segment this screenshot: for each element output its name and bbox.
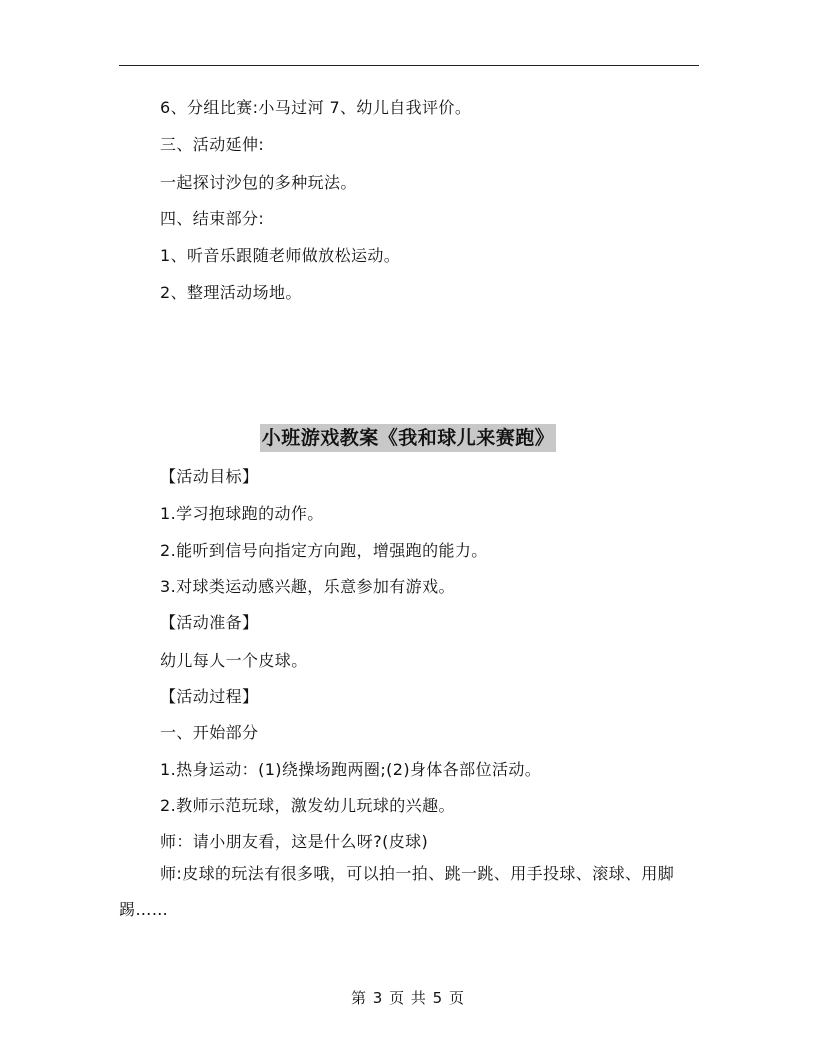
text-line-objective-2: 2.能听到信号向指定方向跑，增强跑的能力。 (160, 541, 488, 560)
text-line-teacher-demo: 2.教师示范玩球，激发幼儿玩球的兴趣。 (160, 796, 455, 815)
header-rule (119, 65, 699, 66)
section-title-wrap (0, 424, 816, 452)
text-line-tidy-venue: 2、整理活动场地。 (160, 283, 302, 302)
text-line-teacher-question: 师：请小朋友看，这是什么呀?(皮球) (160, 832, 429, 851)
paragraph-ball-play-text: 师:皮球的玩法有很多哦，可以拍一拍、跳一跳、用手投球、滚球、用脚踢…… (119, 864, 675, 919)
text-line-objective-3: 3.对球类运动感兴趣，乐意参加有游戏。 (160, 577, 455, 596)
text-line-objective-1: 1.学习抱球跑的动作。 (160, 504, 324, 523)
text-line-ending-part: 四、结束部分: (160, 209, 265, 228)
text-line-preparation-item: 幼儿每人一个皮球。 (160, 651, 308, 670)
text-line-activity-extension: 三、活动延伸: (160, 135, 265, 154)
section-title: 小班游戏教案《我和球儿来赛跑》 (260, 424, 557, 452)
text-line-warmup: 1.热身运动：(1)绕操场跑两圈;(2)身体各部位活动。 (160, 760, 542, 779)
text-line-relax-exercise: 1、听音乐跟随老师做放松运动。 (160, 246, 401, 265)
paragraph-ball-play (119, 856, 699, 928)
text-line-sandbag-discussion: 一起探讨沙包的多种玩法。 (160, 173, 357, 192)
text-line-objectives-heading: 【活动目标】 (160, 467, 259, 486)
text-line-start-part: 一、开始部分 (160, 723, 259, 742)
text-line-preparation-heading: 【活动准备】 (160, 613, 259, 632)
page-footer: 第 3 页 共 5 页 (351, 989, 465, 1007)
text-line-process-heading: 【活动过程】 (160, 687, 259, 706)
text-line-group-match: 6、分组比赛:小马过河 7、幼儿自我评价。 (160, 98, 472, 117)
